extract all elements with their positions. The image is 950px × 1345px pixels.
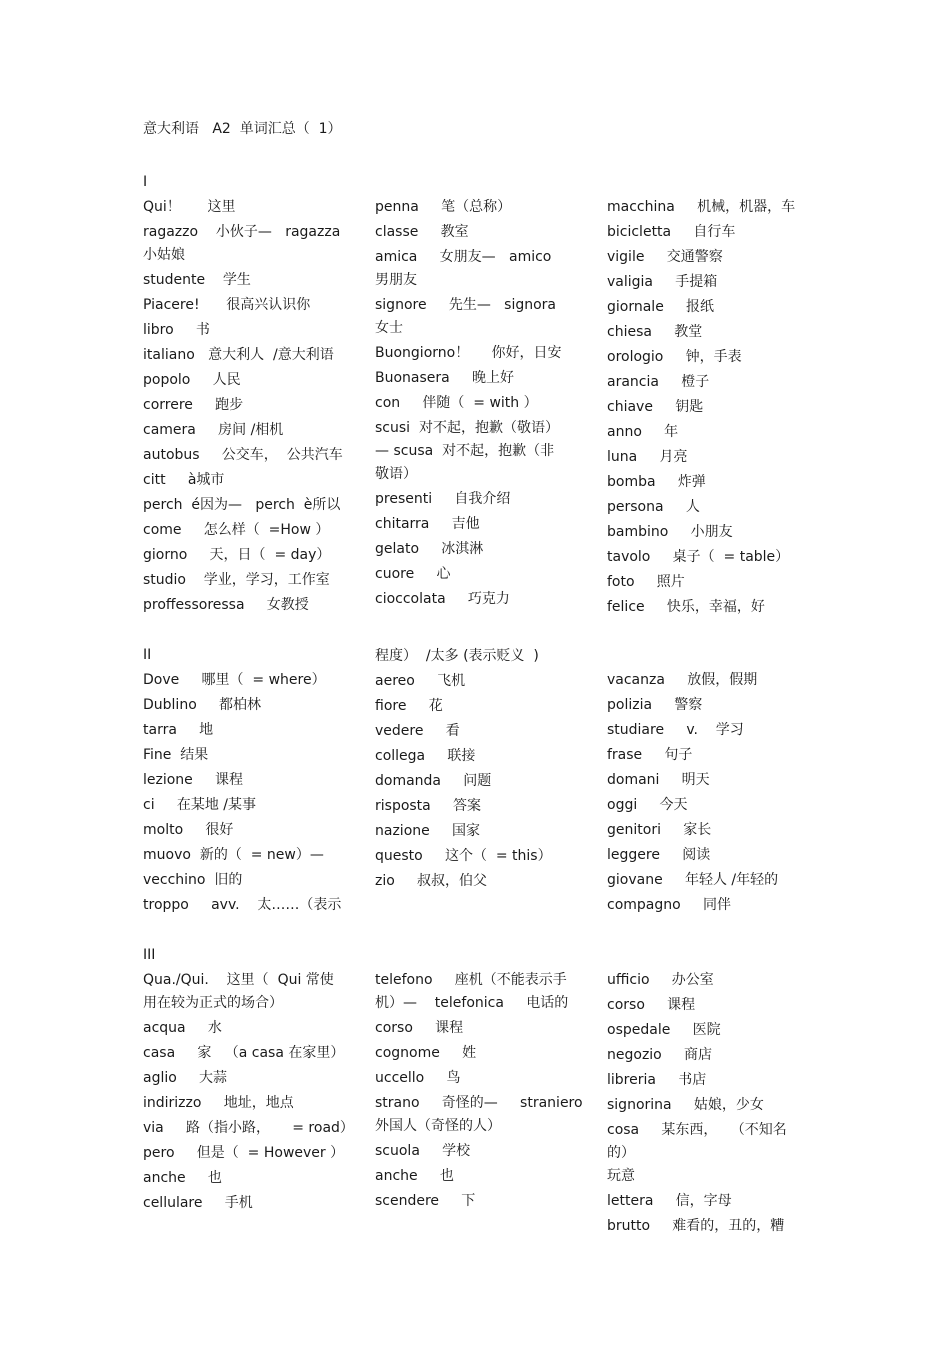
vocab-entry: nazione 国家 <box>375 823 480 839</box>
document-title: 意大利语 A2 单词汇总（ 1） <box>143 121 342 137</box>
vocab-entry: luna 月亮 <box>607 449 688 465</box>
vocab-entry: ragazzo 小伙子— ragazza 小姑娘 <box>143 224 341 263</box>
vocab-entry: via 路（指小路， = road） <box>143 1120 354 1136</box>
vocab-entry: oggi 今天 <box>607 797 688 813</box>
vocab-entry: telefono 座机（不能表示手 机）— telefonica 电话的 <box>375 972 569 1011</box>
vocab-entry: ufficio 办公室 <box>607 972 714 988</box>
column-left <box>143 669 375 919</box>
column-right <box>607 969 803 1240</box>
vocab-entry: acqua 水 <box>143 1020 222 1036</box>
vocab-entry: lettera 信，字母 <box>607 1193 732 1209</box>
vocab-entry: vacanza 放假，假期 <box>607 672 758 688</box>
vocab-entry: macchina 机械，机器，车 <box>607 199 796 215</box>
vocab-entry: bomba 炸弹 <box>607 474 706 490</box>
vocab-entry: citt à城市 <box>143 472 225 488</box>
vocab-entry: cioccolata 巧克力 <box>375 591 510 607</box>
vocab-entry: aereo 飞机 <box>375 673 466 689</box>
vocab-entry: pero 但是（ = However ） <box>143 1145 345 1161</box>
vocab-entry: correre 跑步 <box>143 397 244 413</box>
column-right <box>607 196 803 621</box>
section-i <box>143 170 803 621</box>
vocab-entry: bambino 小朋友 <box>607 524 733 540</box>
column-left <box>143 969 375 1240</box>
vocab-entry: studente 学生 <box>143 272 251 288</box>
vocab-entry: anno 年 <box>607 424 679 440</box>
vocab-entry: Dublino 都柏林 <box>143 697 262 713</box>
vocab-entry: troppo avv. 太……（表示 <box>143 897 342 913</box>
vocab-entry: scendere 下 <box>375 1193 476 1209</box>
vocab-entry: polizia 警察 <box>607 697 703 713</box>
vocab-entry: muovo 新的（ = new）— <box>143 847 324 863</box>
vocab-entry: camera 房间 /相机 <box>143 422 284 438</box>
vocab-entry: felice 快乐，幸福，好 <box>607 599 765 615</box>
section-ii <box>143 643 803 919</box>
vocab-entry: chiave 钥匙 <box>607 399 704 415</box>
vocab-entry: uccello 鸟 <box>375 1070 461 1086</box>
vocab-entry: indirizzo 地址，地点 <box>143 1095 294 1111</box>
vocab-entry: frase 句子 <box>607 747 693 763</box>
vocab-entry: libro 书 <box>143 322 210 338</box>
vocab-entry: autobus 公交车， 公共汽车 <box>143 447 343 463</box>
vocab-entry: popolo 人民 <box>143 372 241 388</box>
vocab-entry: giorno 天，日（ = day） <box>143 547 331 563</box>
vocab-entry: signorina 姑娘，少女 <box>607 1097 764 1113</box>
column-left <box>143 196 375 621</box>
vocab-entry: scuola 学校 <box>375 1143 471 1159</box>
vocab-entry: libreria 书店 <box>607 1072 707 1088</box>
vocab-entry: aglio 大蒜 <box>143 1070 228 1086</box>
vocab-entry: compagno 同伴 <box>607 897 731 913</box>
vocab-entry: anche 也 <box>375 1168 454 1184</box>
vocab-entry: vigile 交通警察 <box>607 249 723 265</box>
vocab-entry: collega 联接 <box>375 748 476 764</box>
vocab-entry: studiare v. 学习 <box>607 722 744 738</box>
section-label: II <box>143 647 152 663</box>
vocab-entry: fiore 花 <box>375 698 443 714</box>
vocab-entry: risposta 答案 <box>375 798 482 814</box>
vocab-entry: tavolo 桌子（ = table） <box>607 549 790 565</box>
vocab-entry: leggere 阅读 <box>607 847 711 863</box>
vocab-entry: domani 明天 <box>607 772 710 788</box>
vocab-entry: orologio 钟，手表 <box>607 349 742 365</box>
vocab-entry: proffessoressa 女教授 <box>143 597 309 613</box>
vocab-entry: ospedale 医院 <box>607 1022 721 1038</box>
vocab-entry: questo 这个（ = this） <box>375 848 552 864</box>
vocab-entry: amica 女朋友— amico 男朋友 <box>375 249 552 288</box>
vocab-entry: chiesa 教堂 <box>607 324 703 340</box>
section-iii <box>143 943 803 1240</box>
vocab-entry: Fine 结果 <box>143 747 209 763</box>
vocab-entry: cuore 心 <box>375 566 451 582</box>
vocab-entry: classe 教室 <box>375 224 469 240</box>
vocab-entry: chitarra 吉他 <box>375 516 480 532</box>
vocab-entry: italiano 意大利人 /意大利语 <box>143 347 334 363</box>
vocab-entry: con 伴随（ = with ） <box>375 395 538 411</box>
vocab-entry: casa 家 （a casa 在家里） <box>143 1045 345 1061</box>
vocab-entry: Dove 哪里（ = where） <box>143 672 326 688</box>
vocab-entry: genitori 家长 <box>607 822 712 838</box>
vocab-entry: persona 人 <box>607 499 700 515</box>
vocab-entry: lezione 课程 <box>143 772 244 788</box>
vocab-entry: Buonasera 晚上好 <box>375 370 514 386</box>
vocab-entry: arancia 橙子 <box>607 374 710 390</box>
vocab-entry: studio 学业，学习，工作室 <box>143 572 330 588</box>
vocab-entry: 程度） /太多 (表示贬义 ) <box>375 648 539 664</box>
column-middle <box>375 196 607 621</box>
vocab-entry: cosa 某东西， （不知名的） 玩意 <box>607 1122 787 1184</box>
vocab-entry: presenti 自我介绍 <box>375 491 511 507</box>
vocab-entry: corso 课程 <box>607 997 696 1013</box>
column-middle <box>375 645 607 919</box>
vocab-entry: come 怎么样（ =How ） <box>143 522 330 538</box>
vocab-entry: bicicletta 自行车 <box>607 224 736 240</box>
vocab-entry: Piacere! 很高兴认识你 <box>143 297 311 313</box>
vocab-entry: valigia 手提箱 <box>607 274 718 290</box>
vocab-entry: scusi 对不起，抱歉（敬语） — scusa 对不起，抱歉（非 敬语） <box>375 420 559 482</box>
vocab-entry: cognome 姓 <box>375 1045 477 1061</box>
vocab-entry: molto 很好 <box>143 822 234 838</box>
vocab-entry: perch é因为— perch è所以 <box>143 497 341 513</box>
column-middle <box>375 969 607 1240</box>
vocab-entry: signore 先生— signora 女士 <box>375 297 557 336</box>
vocab-entry: ci 在某地 /某事 <box>143 797 257 813</box>
vocab-entry: giovane 年轻人 /年轻的 <box>607 872 779 888</box>
vocab-entry: domanda 问题 <box>375 773 492 789</box>
vocab-entry: foto 照片 <box>607 574 685 590</box>
vocab-entry: brutto 难看的，丑的，糟 <box>607 1218 785 1234</box>
vocab-entry: giornale 报纸 <box>607 299 715 315</box>
vocab-entry: cellulare 手机 <box>143 1195 253 1211</box>
vocab-entry: strano 奇怪的— straniero 外国人（奇怪的人） <box>375 1095 583 1134</box>
column-right <box>607 669 803 919</box>
vocab-entry: vecchino 旧的 <box>143 872 243 888</box>
section-label: I <box>143 174 148 190</box>
vocab-entry: zio 叔叔，伯父 <box>375 873 488 889</box>
section-label: III <box>143 947 156 963</box>
vocab-entry: vedere 看 <box>375 723 460 739</box>
vocab-entry: corso 课程 <box>375 1020 464 1036</box>
vocab-entry: gelato 冰淇淋 <box>375 541 484 557</box>
vocab-entry: Qui！ 这里 <box>143 199 236 215</box>
vocab-entry: negozio 商店 <box>607 1047 712 1063</box>
vocab-entry: penna 笔（总称） <box>375 199 512 215</box>
vocab-entry: Buongiorno！ 你好，日安 <box>375 345 562 361</box>
vocab-entry: tarra 地 <box>143 722 214 738</box>
vocab-entry: Qua./Qui. 这里（ Qui 常使 用在较为正式的场合） <box>143 972 334 1011</box>
vocab-entry: anche 也 <box>143 1170 222 1186</box>
